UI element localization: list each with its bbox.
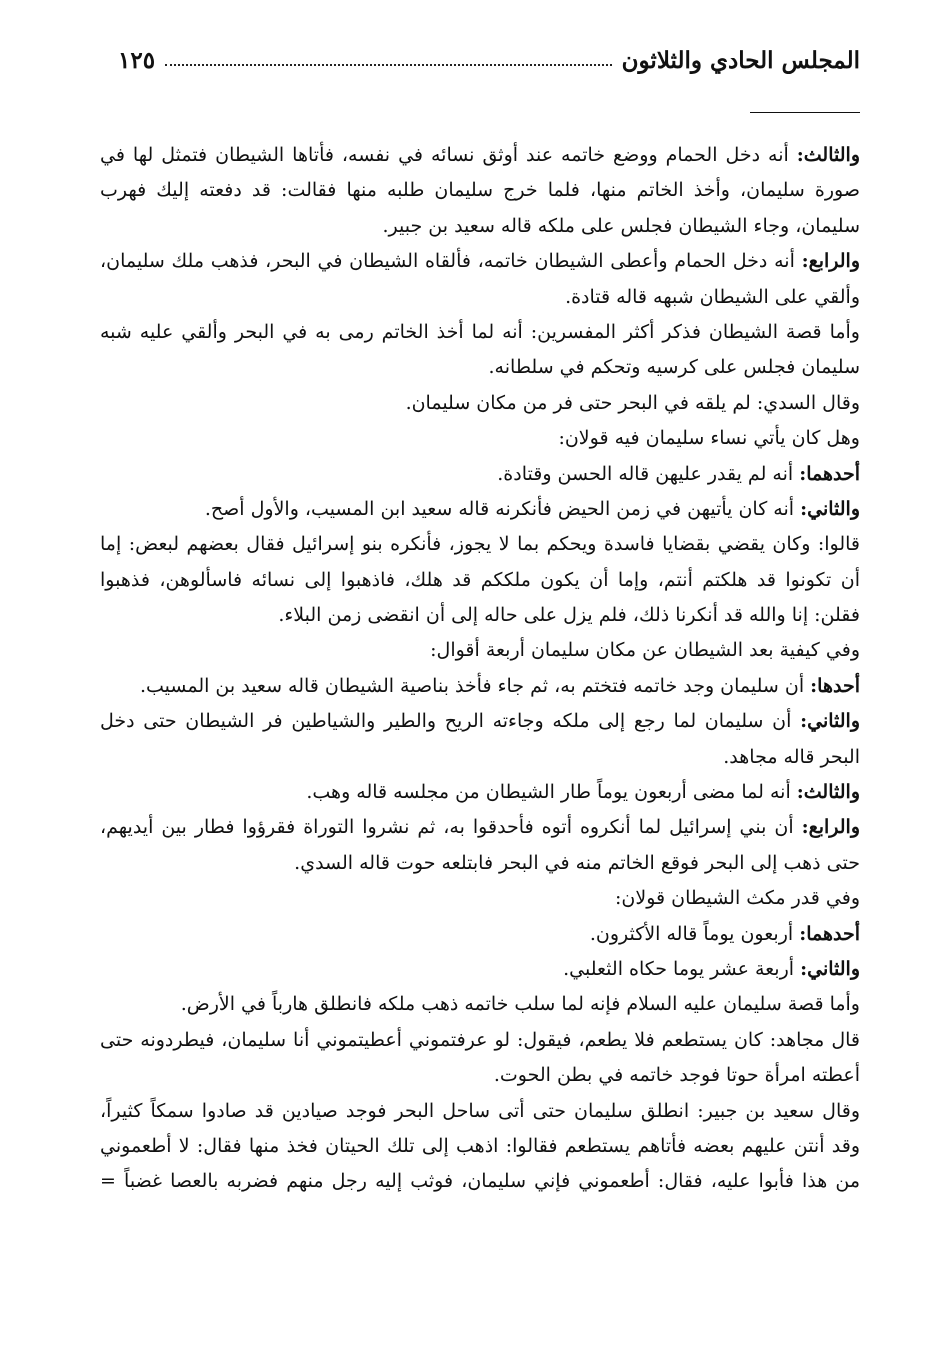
line-text: وقد أنتن عليهم بعضه فأتاهم يستطعم فقالوا: اذهب إلى تلك الحيتان فخذ منها فقال: لا أطعموني [100, 1134, 860, 1157]
line-text: أنه دخل الحمام ووضع خاتمه عند أوثق نسائه في نفسه، فأتاها الشيطان فتمثل لها في [100, 144, 797, 166]
running-header [118, 34, 860, 74]
chapter-title: المجلس الحادي والثلاثون [621, 47, 860, 74]
line-text: أنه دخل الحمام وأعطى الشيطان خاتمه، فألقاه الشيطان في البحر، فذهب ملك سليمان، [100, 250, 802, 273]
text-line [100, 598, 860, 633]
text-line [100, 810, 860, 845]
line-text: قالوا: وكان يقضي بقضايا فاسدة ويحكم بما لا يجوز، فأنكره بنو إسرائيل فقال بعضهم لبعض: إما [100, 533, 860, 556]
line-text: سليمان فجلس على كرسيه وتحكم في سلطانه. [488, 356, 860, 379]
dotted-leader [165, 63, 612, 66]
text-line [100, 1023, 860, 1058]
header-rule [750, 112, 860, 113]
text-line [100, 138, 860, 173]
line-text: البحر قاله مجاهد. [723, 745, 860, 768]
line-lead-term: والرابع: [801, 250, 860, 273]
line-text: أن تكونوا قد هلكتم أنتم، وإما أن يكون ملككم قد هلك، فاذهبوا إلى نسائه فاسألوهن، فذهبوا [100, 568, 860, 591]
line-lead-term: والثاني: [800, 957, 860, 980]
line-text: وأما قصة الشيطان فذكر أكثر المفسرين: أنه لما أخذ الخاتم رمى به في البحر وألقي عليه شبه [100, 320, 860, 343]
line-text: أن سليمان وجد خاتمه فتختم به، ثم جاء فأخذ بناصية الشيطان قاله سعيد بن المسيب. [139, 674, 811, 697]
text-line [100, 881, 860, 916]
text-line [100, 350, 860, 385]
text-line [100, 952, 860, 987]
text-line [100, 704, 860, 739]
text-line [100, 457, 860, 492]
text-line [100, 1058, 860, 1093]
line-text: فقلن: إنا والله قد أنكرنا ذلك، فلم يزل على حاله إلى أن انقضى زمن البلاء. [278, 604, 860, 627]
line-text: أن بني إسرائيل لما أنكروه أتوه فأحدقوا به، ثم نشروا التوراة فقرؤوا فطار بين أيديهم، [100, 816, 802, 839]
line-text: أعطته امرأة حوتا فوجد خاتمه في بطن الحوت. [493, 1064, 860, 1087]
line-text: من هذا فأبوا عليه، فقال: أطعموني فإني سليمان، فوثب إليه رجل منهم فضربه بالعصا غضباً = [100, 1170, 860, 1193]
text-line [100, 280, 860, 315]
line-lead-term: أحدهما: [799, 922, 860, 945]
line-text: أن سليمان لما رجع إلى ملكه وجاءته الريح والطير والشياطين فر الشيطان حتى دخل [100, 710, 801, 733]
line-text: قال مجاهد: كان يستطعم فلا يطعم، فيقول: لو عرفتموني أعطيتموني أنا سليمان، فيطردونه حتى [100, 1028, 860, 1051]
line-text: وهل كان يأتي نساء سليمان فيه قولان: [558, 427, 860, 450]
line-text: صورة سليمان، وأخذ الخاتم منها، فلما خرج سليمان طلبه منها فقالت: قد دفعته إليك فهرب [100, 179, 860, 202]
text-line [100, 421, 860, 456]
line-lead-term: والثاني: [800, 710, 860, 733]
text-line [100, 492, 860, 527]
text-line [100, 987, 860, 1022]
line-text: أنه لما مضى أربعون يوماً طار الشيطان من مجلسه قاله وهب. [306, 781, 797, 804]
line-lead-term: والثالث: [796, 781, 860, 804]
text-line [100, 244, 860, 279]
line-text: وألقي على الشيطان شبهه قاله قتادة. [565, 285, 860, 308]
line-text: سليمان، وجاء الشيطان فجلس على ملكه قاله سعيد بن جبير. [382, 214, 860, 237]
text-line [100, 633, 860, 668]
line-lead-term: والرابع: [801, 816, 860, 839]
text-line [100, 209, 860, 244]
text-line [100, 527, 860, 562]
line-lead-term: والثالث: [796, 144, 860, 166]
text-line [100, 173, 860, 208]
text-line [100, 917, 860, 952]
line-text: أنه كان يأتيهن في زمن الحيض فأنكرنه قاله سعيد ابن المسيب، والأول أصح. [204, 497, 801, 520]
text-line [100, 1094, 860, 1129]
line-lead-term: أحدهما: [799, 462, 860, 485]
line-text: حتى ذهب إلى البحر فوقع الخاتم منه في البحر فابتلعه حوت قاله السدي. [294, 851, 860, 874]
text-line [100, 740, 860, 775]
page-number: ١٢٥ [118, 47, 156, 74]
line-text: وقال السدي: لم يلقه في البحر حتى فر من مكان سليمان. [405, 391, 860, 414]
line-lead-term: والثاني: [800, 497, 860, 520]
line-text: أربعون يوماً قاله الأكثرون. [589, 922, 800, 945]
line-text: وأما قصة سليمان عليه السلام فإنه لما سلب خاتمه ذهب ملكه فانطلق هارباً في الأرض. [180, 993, 860, 1016]
text-line [100, 563, 860, 598]
text-line [100, 315, 860, 350]
text-line [100, 1129, 860, 1164]
line-text: وفي كيفية بعد الشيطان عن مكان سليمان أربعة أقوال: [430, 639, 860, 662]
line-text: أربعة عشر يوما حكاه الثعلبي. [563, 957, 801, 980]
text-line [100, 1164, 860, 1199]
text-line [100, 669, 860, 704]
line-text: وفي قدر مكث الشيطان قولان: [615, 887, 860, 910]
line-text: أنه لم يقدر عليهن قاله الحسن وقتادة. [497, 462, 800, 485]
text-line [100, 775, 860, 810]
line-text: وقال سعيد بن جبير: انطلق سليمان حتى أتى ساحل البحر فوجد صيادين قد صادوا سمكاً كثيراً، [100, 1099, 860, 1122]
text-line [100, 846, 860, 881]
line-lead-term: أحدها: [810, 674, 860, 697]
text-line [100, 386, 860, 421]
body-text [100, 138, 860, 1200]
